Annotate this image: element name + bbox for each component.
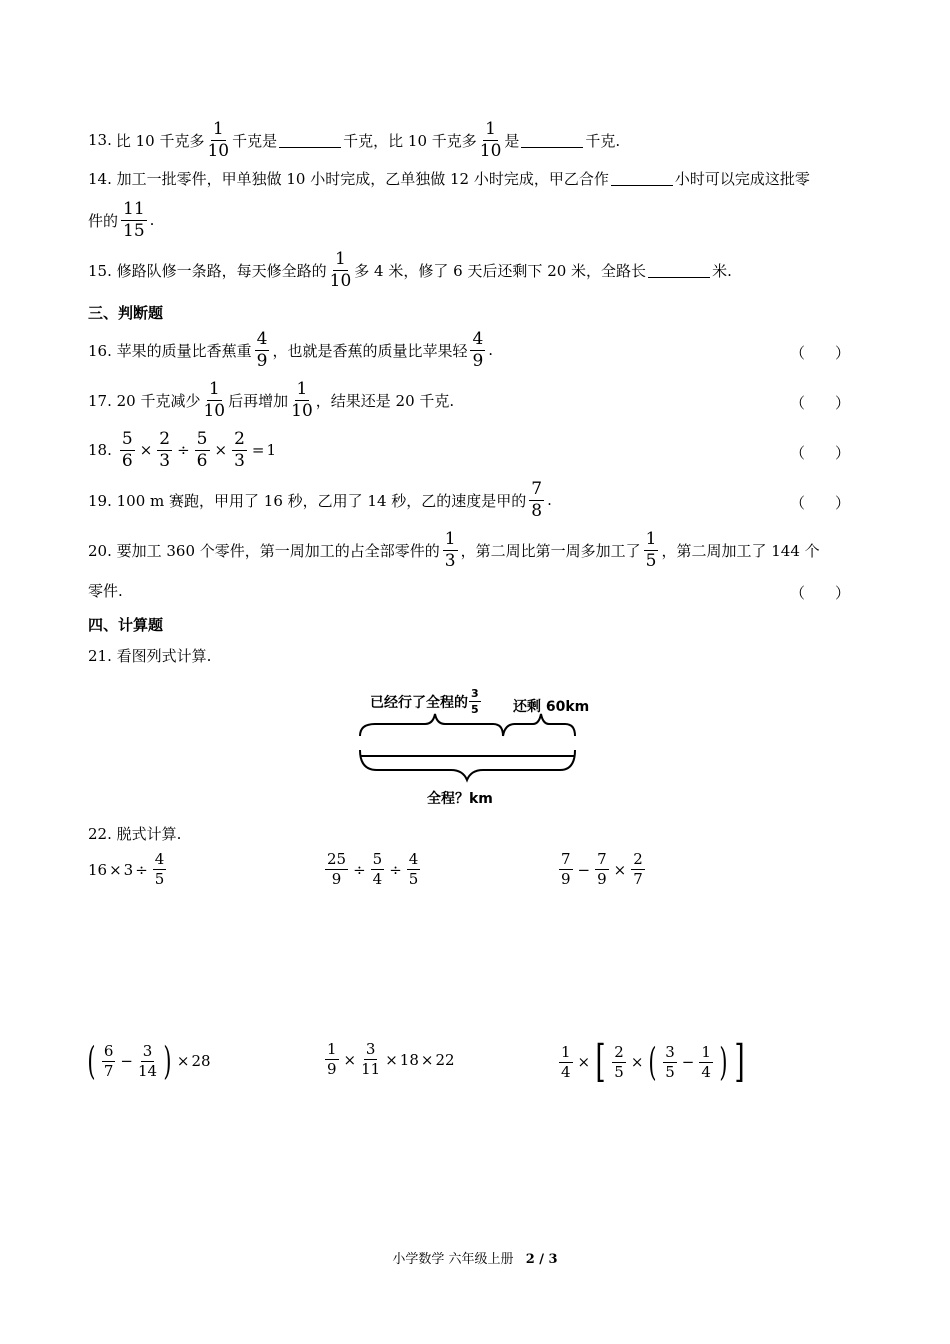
- fraction: $\frac{3}{14}$: [137, 1041, 158, 1080]
- q13-text: 是: [504, 131, 520, 150]
- fraction: $\frac{3}{5}$: [665, 1042, 675, 1081]
- left-bracket: [: [595, 1036, 606, 1087]
- times-sign: ×: [385, 1050, 398, 1069]
- fraction: $\frac{1}{9}$: [327, 1040, 337, 1078]
- distance-diagram: [355, 680, 595, 810]
- number: 18: [399, 1050, 419, 1069]
- q13-text: 千克，比 10 千克多: [343, 131, 477, 150]
- section-heading-judgment: 三、判断题: [88, 304, 164, 322]
- fraction: $\frac{7}{9}$: [597, 850, 607, 888]
- fraction: $\frac{1}{4}$: [701, 1042, 711, 1081]
- q22-text: 22. 脱式计算.: [88, 824, 182, 843]
- fraction: $\frac{1}{5}$: [645, 528, 657, 571]
- q15-text: 多 4 米，修了 6 天后还剩下 20 米，全路长: [354, 261, 647, 280]
- answer-parentheses[interactable]: （ ）: [789, 444, 850, 462]
- fraction: $\frac{1}{10}$: [479, 118, 502, 161]
- answer-parentheses[interactable]: （ ）: [789, 494, 850, 512]
- fraction: $\frac{11}{15}$: [123, 198, 145, 241]
- right-paren: ): [163, 1039, 172, 1083]
- q18-result: 1: [266, 441, 277, 459]
- number: 28: [191, 1052, 211, 1070]
- q17-text: 后再增加: [228, 391, 289, 410]
- times-sign: ×: [176, 1052, 190, 1070]
- answer-parentheses[interactable]: （ ）: [789, 584, 850, 602]
- divide-sign: ÷: [389, 860, 402, 879]
- q14-text: 小时可以完成这批零: [674, 169, 810, 188]
- question-20-line1: [88, 530, 820, 570]
- fraction: $\frac{1}{10}$: [329, 248, 352, 291]
- fraction: $\frac{1}{10}$: [291, 378, 313, 421]
- q18-number: 18.: [88, 441, 112, 459]
- left-paren: (: [648, 1040, 657, 1084]
- page-number: 2 / 3: [525, 1252, 558, 1267]
- question-21: [88, 640, 211, 670]
- expression-4: [84, 1039, 211, 1083]
- fraction: $\frac{4}{5}$: [408, 850, 419, 888]
- times-sign: ×: [630, 1053, 644, 1071]
- q17-text: ，结果还是 20 千克.: [315, 391, 455, 410]
- fraction: $\frac{1}{10}$: [207, 118, 230, 161]
- minus-sign: −: [577, 860, 591, 879]
- total-label: 全程？km: [427, 791, 493, 807]
- fraction: $\frac{2}{3}$: [159, 428, 171, 471]
- times-sign: ×: [214, 441, 228, 459]
- question-18: [88, 430, 276, 470]
- times-sign: ×: [139, 441, 153, 459]
- divide-sign: ÷: [177, 441, 190, 459]
- remaining-label: 还剩 60km: [513, 699, 590, 715]
- answer-blank[interactable]: [521, 133, 583, 148]
- question-19: [88, 480, 552, 520]
- question-14-line1: [88, 163, 810, 193]
- question-20-line2: [88, 572, 123, 608]
- q20-text: ，第二周比第一周多加工了: [460, 541, 641, 560]
- fraction: $\frac{1}{3}$: [444, 528, 456, 571]
- page-footer: [0, 1248, 950, 1267]
- q14-text: .: [149, 211, 155, 229]
- q14-text: 件的: [88, 211, 119, 230]
- q14-text: 14. 加工一批零件，甲单独做 10 小时完成，乙单独做 12 小时完成，甲乙合作: [88, 169, 609, 188]
- q19-text: 19. 100 m 赛跑，甲用了 16 秒，乙用了 14 秒，乙的速度是甲的: [88, 491, 527, 510]
- fraction: $\frac{1}{10}$: [203, 378, 226, 421]
- question-14-line2: [88, 200, 154, 240]
- question-15: [88, 250, 732, 290]
- expression-6: [556, 1036, 748, 1087]
- traveled-text: 已经行了全程的: [370, 694, 468, 711]
- fraction: $\frac{3}{11}$: [361, 1040, 381, 1078]
- q13-text: 比 10 千克多: [115, 131, 205, 150]
- left-paren: (: [87, 1039, 96, 1083]
- q13-number: 13.: [88, 131, 112, 149]
- fraction: $\frac{2}{5}$: [614, 1042, 624, 1081]
- divide-sign: ÷: [353, 860, 366, 879]
- answer-blank[interactable]: [611, 171, 673, 186]
- q19-text: .: [547, 491, 552, 509]
- fraction: $\frac{7}{8}$: [531, 478, 543, 521]
- expression-3: [556, 852, 648, 887]
- number: 16: [88, 860, 108, 879]
- question-17: [88, 380, 454, 420]
- fraction: $\frac{2}{3}$: [234, 428, 245, 471]
- times-sign: ×: [420, 1050, 434, 1069]
- q20-text: 零件.: [88, 581, 123, 600]
- section-heading-calculation: 四、计算题: [88, 616, 164, 634]
- footer-text: 小学数学 六年级上册: [392, 1252, 514, 1267]
- right-paren: ): [719, 1040, 728, 1084]
- fraction: $\frac{4}{9}$: [472, 328, 484, 371]
- q21-text: 21. 看图列式计算.: [88, 646, 212, 665]
- question-16: [88, 330, 493, 370]
- q16-text: 16. 苹果的质量比香蕉重: [88, 341, 252, 360]
- fraction: $\frac{7}{9}$: [561, 850, 571, 888]
- q20-text: 20. 要加工 360 个零件，第一周加工的占全部零件的: [88, 541, 440, 560]
- q13-text: 千克.: [585, 131, 621, 150]
- times-sign: ×: [613, 860, 627, 879]
- times-sign: ×: [577, 1053, 591, 1071]
- fraction: $\frac{5}{4}$: [372, 850, 383, 888]
- answer-blank[interactable]: [648, 263, 710, 278]
- equals-sign: =: [251, 441, 265, 459]
- q15-text: 米.: [712, 261, 732, 280]
- q16-text: ，也就是香蕉的质量比苹果轻: [272, 341, 468, 360]
- question-13: [88, 120, 620, 160]
- q20-text: ，第二周加工了 144 个: [661, 541, 820, 560]
- answer-blank[interactable]: [279, 133, 341, 148]
- q15-text: 15. 修路队修一条路，每天修全路的: [88, 261, 327, 280]
- number: 3: [123, 860, 134, 879]
- minus-sign: −: [120, 1052, 133, 1070]
- fraction: $\frac{2}{7}$: [633, 850, 643, 888]
- right-bracket: ]: [734, 1036, 745, 1087]
- expression-2: [322, 852, 423, 887]
- fraction: $\frac{25}{9}$: [327, 850, 347, 888]
- answer-parentheses[interactable]: （ ）: [789, 394, 850, 412]
- expression-5: [322, 1042, 455, 1077]
- fraction: $\frac{1}{4}$: [561, 1042, 571, 1081]
- times-sign: ×: [343, 1050, 357, 1069]
- q16-text: .: [488, 341, 494, 359]
- number: 22: [435, 1050, 455, 1069]
- times-sign: ×: [109, 860, 122, 879]
- fraction: $\frac{5}{6}$: [121, 428, 133, 471]
- fraction: $\frac{5}{6}$: [196, 428, 208, 471]
- expression-1: [88, 852, 169, 887]
- answer-parentheses[interactable]: （ ）: [789, 344, 850, 362]
- q17-text: 17. 20 千克减少: [88, 391, 201, 410]
- divide-sign: ÷: [135, 860, 148, 879]
- fraction: $\frac{3}{5}$: [471, 687, 479, 716]
- q13-text: 千克是: [232, 131, 278, 150]
- question-22: [88, 818, 181, 848]
- minus-sign: −: [681, 1053, 695, 1071]
- fraction: $\frac{6}{7}$: [103, 1041, 114, 1080]
- fraction: $\frac{4}{9}$: [256, 328, 268, 371]
- fraction: $\frac{4}{5}$: [154, 850, 165, 888]
